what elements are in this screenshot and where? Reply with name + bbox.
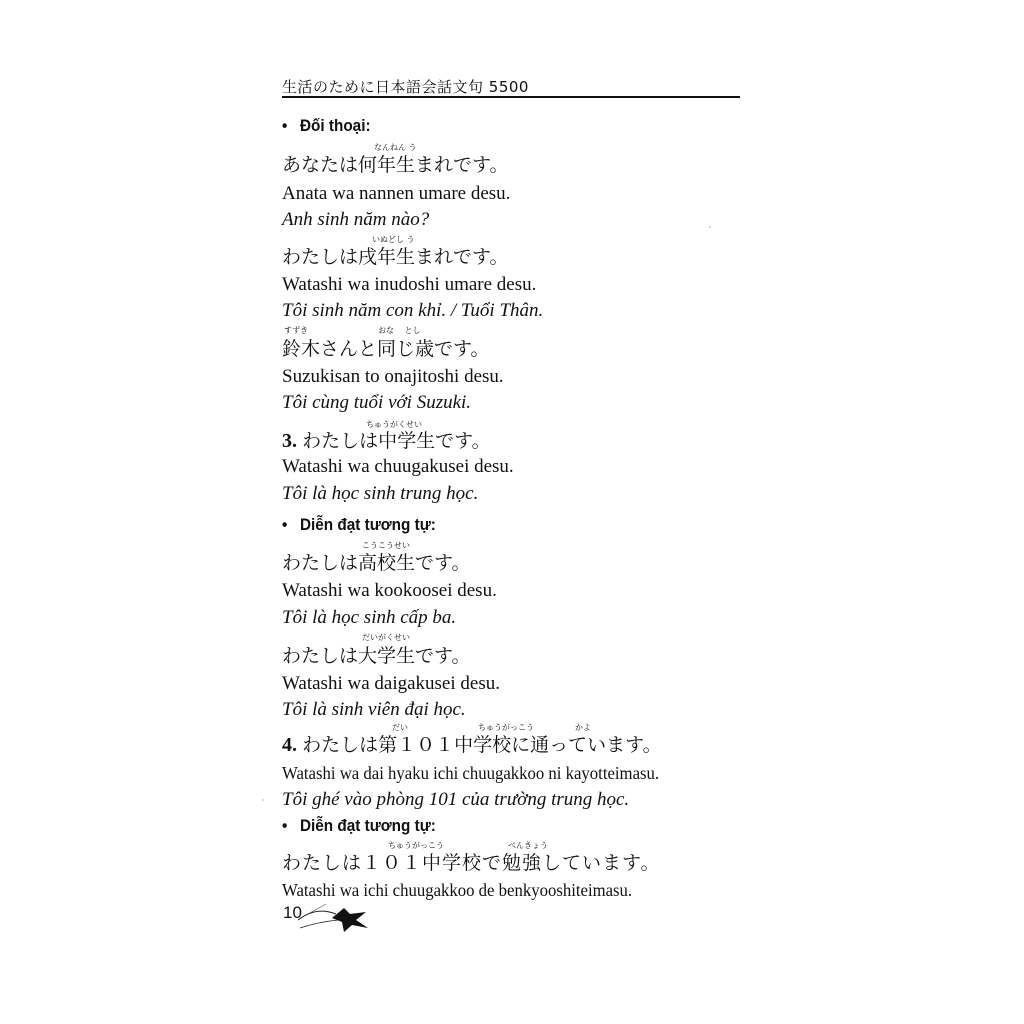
romaji-sentence: Watashi wa inudoshi umare desu.	[282, 274, 537, 295]
running-header: 生活のために日本語会話文句 5500	[282, 78, 529, 96]
vietnamese-translation: Anh sinh năm nào?	[282, 209, 430, 230]
romaji-sentence: Watashi wa chuugakusei desu.	[282, 456, 514, 477]
paper-speck	[709, 226, 711, 228]
japanese-sentence: わたしは第１０１中学校に通っています。	[302, 734, 662, 756]
vietnamese-translation: Tôi là học sinh trung học.	[282, 483, 479, 504]
furigana: かよ	[575, 723, 591, 732]
furigana: なんねん う	[374, 143, 417, 152]
paper-speck	[262, 799, 264, 801]
romaji-sentence: Watashi wa kookoosei desu.	[282, 580, 497, 601]
furigana: だいがくせい	[362, 633, 410, 642]
furigana: ちゅうがっこう	[388, 841, 444, 850]
similar-expression-heading: • Diễn đạt tương tự:	[282, 816, 436, 835]
furigana: こうこうせい	[362, 541, 410, 550]
vietnamese-translation: Tôi cùng tuổi với Suzuki.	[282, 392, 472, 413]
bullet-icon: •	[282, 816, 288, 835]
japanese-sentence: わたしは１０１中学校で勉強しています。	[282, 852, 661, 874]
romaji-sentence: Suzukisan to onajitoshi desu.	[282, 366, 504, 387]
vietnamese-translation: Tôi là sinh viên đại học.	[282, 699, 466, 720]
bird-ornament-icon	[296, 898, 374, 934]
furigana: ちゅうがっこう	[478, 723, 534, 732]
vietnamese-translation: Tôi là học sinh cấp ba.	[282, 607, 457, 628]
vietnamese-translation: Tôi sinh năm con khỉ. / Tuổi Thân.	[282, 300, 544, 321]
furigana: おな とし	[378, 326, 421, 335]
furigana: いぬどし う	[372, 235, 415, 244]
romaji-sentence: Watashi wa daigakusei desu.	[282, 673, 500, 694]
furigana: すずき	[284, 326, 309, 335]
japanese-sentence: わたしは高校生です。	[282, 552, 471, 574]
furigana: ちゅうがくせい	[366, 420, 422, 429]
japanese-sentence: わたしは戌年生まれです。	[282, 246, 509, 268]
romaji-sentence: Anata wa nannen umare desu.	[282, 183, 511, 204]
japanese-sentence: わたしは中学生です。	[302, 430, 491, 452]
similar-expression-heading: • Diễn đạt tương tự:	[282, 515, 436, 534]
japanese-sentence: 鈴木さんと同じ歳です。	[282, 338, 490, 360]
bullet-icon: •	[282, 116, 288, 135]
furigana: べんきょう	[508, 841, 548, 850]
dialogue-heading: • Đối thoại:	[282, 116, 371, 135]
romaji-sentence: Watashi wa ichi chuugakkoo de benkyooshiteimasu.	[282, 880, 633, 900]
page-number: 10	[283, 903, 302, 922]
item-number: 4.	[282, 734, 297, 756]
furigana: だい	[392, 723, 408, 732]
item-number: 3.	[282, 430, 297, 452]
japanese-sentence: わたしは大学生です。	[282, 645, 471, 667]
numbered-sentence	[282, 730, 662, 757]
japanese-sentence: あなたは何年生まれです。	[282, 154, 509, 176]
numbered-sentence	[282, 426, 491, 453]
header-rule	[282, 96, 740, 98]
bullet-icon: •	[282, 515, 288, 534]
romaji-sentence: Watashi wa dai hyaku ichi chuugakkoo ni kayotteimasu.	[282, 763, 660, 783]
vietnamese-translation: Tôi ghé vào phòng 101 của trường trung học.	[282, 789, 630, 810]
